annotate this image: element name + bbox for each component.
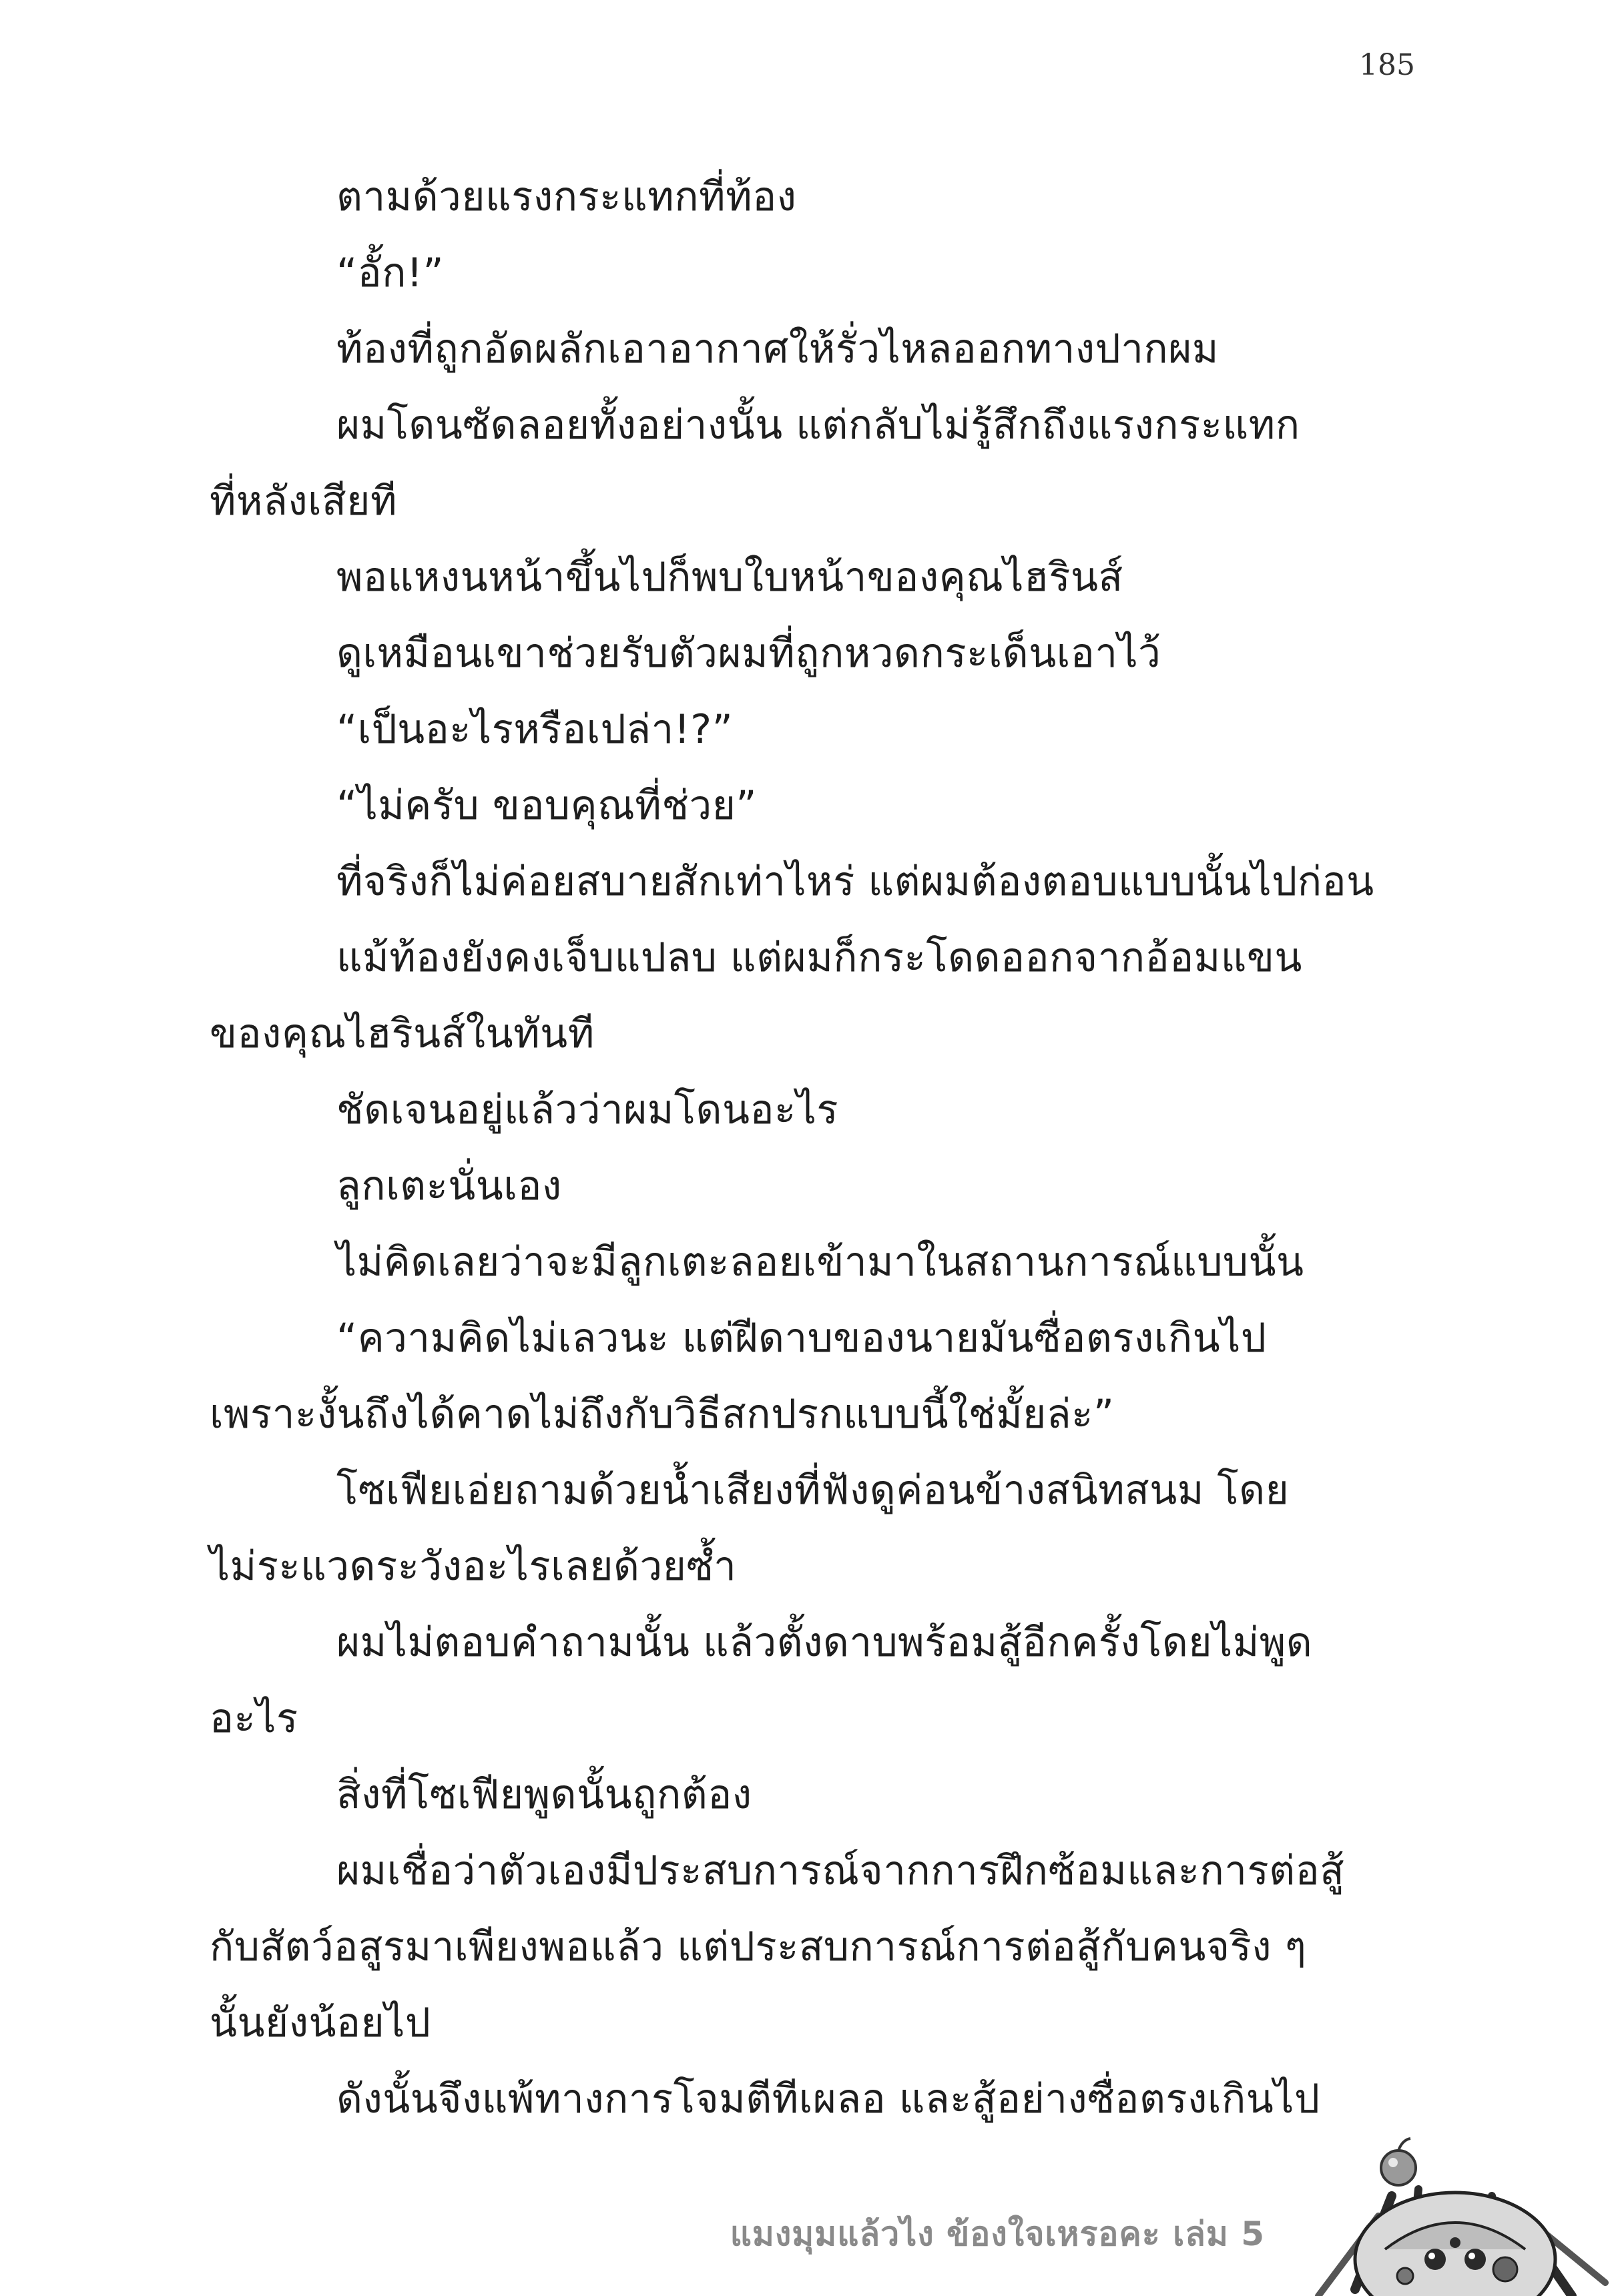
text-line: ที่หลังเสียที [210, 478, 398, 525]
text-line: ชัดเจนอยู่แล้วว่าผมโดนอะไร [336, 1087, 839, 1133]
text-line: ตามด้วยแรงกระแทกที่ท้อง [336, 174, 797, 220]
text-line: ไม่คิดเลยว่าจะมีลูกเตะลอยเข้ามาในสถานการณ์แบบนั้น [336, 1239, 1304, 1285]
text-line: ที่จริงก็ไม่ค่อยสบายสักเท่าไหร่ แต่ผมต้องตอบแบบนั้นไปก่อน [336, 858, 1374, 905]
text-line: “ไม่ครับ ขอบคุณที่ช่วย” [336, 782, 757, 829]
text-line: “ความคิดไม่เลวนะ แต่ฝีดาบของนายมันซื่อตรงเกินไป [336, 1315, 1267, 1362]
text-line: อะไร [210, 1695, 298, 1742]
text-line: เพราะงั้นถึงได้คาดไม่ถึงกับวิธีสกปรกแบบนี้ใช่มั้ยล่ะ” [210, 1391, 1115, 1438]
text-line: “อั้ก!” [336, 250, 445, 296]
text-line: ผมโดนซัดลอยทั้งอย่างนั้น แต่กลับไม่รู้สึกถึงแรงกระแทก [336, 402, 1300, 449]
text-line: โซเฟียเอ่ยถามด้วยน้ำเสียงที่ฟังดูค่อนข้างสนิทสนม โดย [336, 1467, 1290, 1514]
page-footer [0, 2183, 1612, 2296]
text-line: “เป็นอะไรหรือเปล่า!?” [336, 706, 734, 753]
text-line: ลูกเตะนั่นเอง [336, 1163, 562, 1209]
body-text [210, 159, 1411, 2137]
text-line: ผมไม่ตอบคำถามนั้น แล้วตั้งดาบพร้อมสู้อีกครั้งโดยไม่พูด [336, 1619, 1313, 1666]
spider-character-icon [1292, 2116, 1612, 2296]
text-line: ผมเชื่อว่าตัวเองมีประสบการณ์จากการฝึกซ้อมและการต่อสู้ [336, 1847, 1345, 1894]
page-number: 185 [1359, 48, 1415, 82]
text-line: กับสัตว์อสูรมาเพียงพอแล้ว แต่ประสบการณ์การต่อสู้กับคนจริง ๆ [210, 1924, 1307, 1970]
text-line: ของคุณไฮรินส์ในทันที [210, 1011, 595, 1057]
text-line: ดังนั้นจึงแพ้ทางการโจมตีทีเผลอ และสู้อย่างซื่อตรงเกินไป [336, 2076, 1320, 2122]
text-line: พอแหงนหน้าขึ้นไปก็พบใบหน้าของคุณไฮรินส์ [336, 554, 1123, 601]
text-line: ท้องที่ถูกอัดผลักเอาอากาศให้รั่วไหลออกทางปากผม [336, 326, 1219, 372]
book-title: แมงมุมแล้วไง ข้องใจเหรอคะ เล่ม 5 [730, 2215, 1265, 2253]
text-line: แม้ท้องยังคงเจ็บแปลบ แต่ผมก็กระโดดออกจากอ้อมแขน [336, 934, 1302, 981]
text-line: นั้นยังน้อยไป [210, 2000, 431, 2046]
text-line: สิ่งที่โซเฟียพูดนั้นถูกต้อง [336, 1771, 752, 1818]
text-line: ดูเหมือนเขาช่วยรับตัวผมที่ถูกหวดกระเด็นเอาไว้ [336, 630, 1161, 677]
text-line: ไม่ระแวดระวังอะไรเลยด้วยซ้ำ [210, 1543, 737, 1590]
